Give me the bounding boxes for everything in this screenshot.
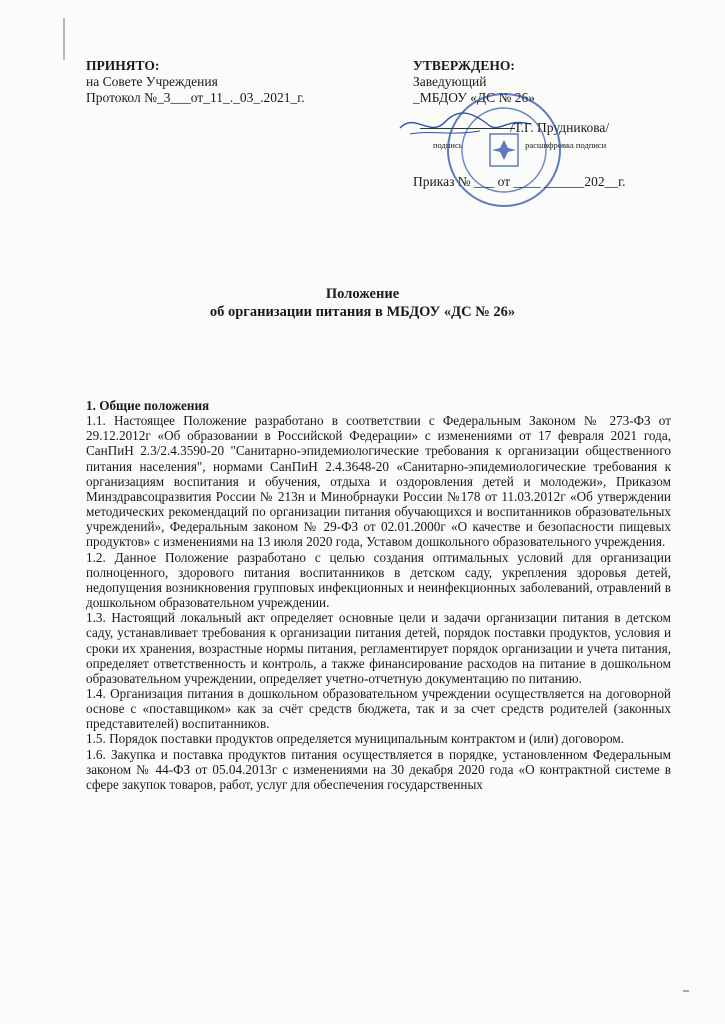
- approved-position: Заведующий: [413, 74, 487, 89]
- accepted-block: [86, 58, 305, 106]
- accepted-protocol: Протокол №_3___от_11_._03_.2021_г.: [86, 90, 305, 105]
- paragraph-1-5: 1.5. Порядок поставки продуктов определяется муниципальным контрактом и (или) договором.: [86, 731, 625, 747]
- official-stamp-icon: [444, 90, 564, 210]
- signature-name: /Т.Г. Прудникова/: [510, 120, 610, 135]
- document-subtitle: об организации питания в МБДОУ «ДС № 26»: [209, 304, 516, 320]
- document-body: [86, 398, 671, 792]
- order-line: Приказ № ___ от ____ ______202__г.: [413, 174, 626, 189]
- paragraph-1-1: 1.1. Настоящее Положение разработано в соответствии с Федеральным Законом № 273-ФЗ от 29.12.2012г «Об образовании в Российской Федерации» с изменениями от 17 февраля 2021 года, СанПиН 2.3/2.4.3590-20 "Санитарно-эпидемиологические требования к организации общественного питания населения", нормами СанПиН 2.4.3648-20 «Санитарно-эпидемиологические требования к организациям воспитания и обучения, отдыха и оздоровления детей и молодежи», Приказом Минздравсоцразвития России № 213н и Минобрнауки России №178 от 11.03.2012г «Об утверждении методических рекомендаций по организации питания обучающихся и воспитанников образовательных учреждений», Федеральным законом № 29-ФЗ от 02.01.2000г «О качестве и безопасности пищевых продуктов» с изменениями на 13 июля 2020 года, Уставом дошкольного образовательного учреждения.: [86, 413, 671, 550]
- caption-decoding: расшифровка подписи: [525, 140, 607, 150]
- document-title: Положение: [325, 286, 400, 302]
- section-heading: 1. Общие положения: [86, 398, 210, 413]
- scan-edge-mark: [63, 18, 65, 60]
- approved-institution: _МБДОУ «ДС № 26»: [413, 90, 535, 105]
- accepted-heading: ПРИНЯТО:: [86, 58, 160, 73]
- accepted-council: на Совете Учреждения: [86, 74, 218, 89]
- paragraph-1-3: 1.3. Настоящий локальный акт определяет основные цели и задачи организации питания в детском саду, устанавливает требования к организации питания детей, порядок поставки продуктов, условия и сроки их хранения, возрастные нормы питания, регламентирует порядок организации и учета питания, определяет ответственность и контроль, а также финансирование расходов на питание в дошкольном образовательном учреждении, определяет учетно-отчетную документацию по питанию.: [86, 610, 671, 686]
- approved-heading: УТВЕРЖДЕНО:: [413, 58, 515, 73]
- paragraph-1-4: 1.4. Организация питания в дошкольном образовательном учреждении осуществляется на договорной основе с «поставщиком» как за счёт средств бюджета, так и за счет средств родителей (законных представителей) воспитанников.: [86, 685, 671, 732]
- paragraph-1-2: 1.2. Данное Положение разработано с целью создания оптимальных условий для организации полноценного, здорового питания воспитанников в детском саду, укрепления здоровья детей, недопущения возникновения групповых инфекционных и неинфекционных заболеваний, отравлений в дошкольном образовательном учреждении.: [86, 549, 671, 611]
- scan-speck: [683, 990, 689, 992]
- paragraph-1-6: 1.6. Закупка и поставка продуктов питания осуществляется в порядке, установленном Федеральным законом № 44-ФЗ от 05.04.2013г с изменениями на 30 декабря 2020 года «О контрактной системе в сфере закупок товаров, работ, услуг для обеспечения государственных: [86, 746, 671, 792]
- caption-signature: подпись: [433, 140, 463, 150]
